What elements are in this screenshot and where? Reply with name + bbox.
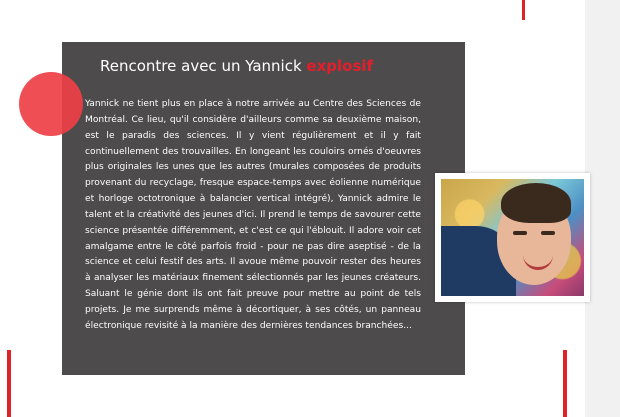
decorative-red-line-top	[522, 0, 525, 20]
photo-eye-right	[541, 231, 555, 235]
portrait-photo	[441, 179, 584, 296]
title-main: Rencontre avec un Yannick	[100, 57, 307, 75]
title-accent: explosif	[306, 57, 374, 75]
right-background-strip	[585, 0, 620, 417]
portrait-photo-frame	[435, 173, 590, 302]
decorative-red-circle	[19, 72, 83, 136]
article-body: Yannick ne tient plus en place à notre arrivée au Centre des Sciences de Montréal. Ce lieu, qu'il considère d'ailleurs comme sa deuxième maison, est le paradis des sciences. Il y vient régulièrement et il y fait continuellement des trouvailles. En longeant les couloirs ornés d'oeuvres plus originales les unes que les autres (murales composées de produits provenant du recyclage, fresque espace-temps avec éolienne numérique et horloge octotronique à balancier vertical intégré), Yannick admire le talent et la créativité des jeunes d'ici. Il prend le temps de savourer cette science présentée différemment, et c'est ce qui l'éblouit. Il adore voir cet amalgame entre le côté parfois froid - pour ne pas dire aseptisé - de la science et celui festif des arts. Il avoue même pouvoir rester des heures à analyser les matériaux finement sélectionnés par les jeunes créateurs. Saluant le génie dont ils ont fait preuve pour mettre au point de tels projets. Je me surprends même à décortiquer, à ses côtés, un panneau électronique revisité à la manière des dernières tendances branchées...	[85, 99, 421, 331]
decorative-red-line-bottom-right	[563, 350, 567, 417]
photo-eye-left	[513, 231, 527, 235]
article-title	[100, 57, 460, 75]
article-card	[62, 42, 465, 375]
decorative-red-line-bottom-left	[7, 350, 11, 417]
photo-hair	[501, 183, 571, 223]
